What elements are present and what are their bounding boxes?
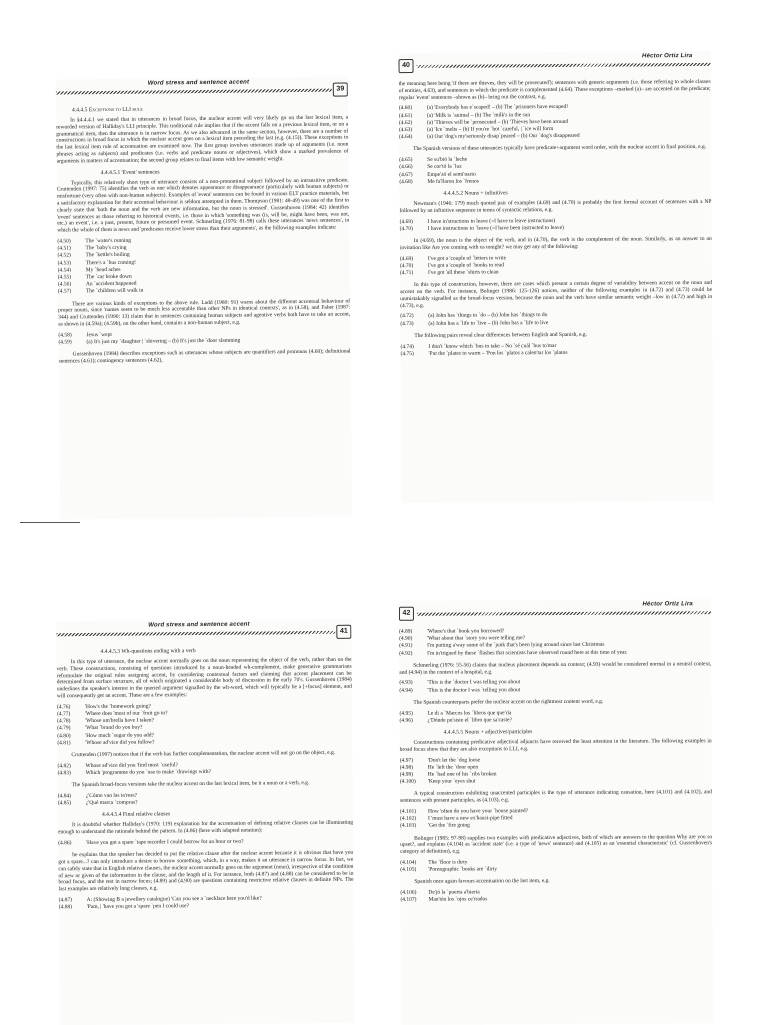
example-text: Man'tén los ˋojos ce'rrados <box>428 896 488 904</box>
page-42 <box>399 599 713 1025</box>
example-number: (4.75) <box>400 350 414 357</box>
example-item <box>59 902 354 912</box>
example-number: (4.64) <box>398 134 413 141</box>
header-rule <box>417 63 711 68</box>
example-text: I've got 'all these ˋshirts to clean <box>427 269 499 276</box>
example-text: (a) 'Thieves will be ˋprosecuted – (b) 'Thieves have been around <box>426 118 569 126</box>
page-header <box>398 51 710 75</box>
example-item <box>400 224 712 233</box>
paragraph: Spanish once again favours accentuation on the last item, e.g. <box>414 878 550 886</box>
example-number: (4.63) <box>398 126 413 134</box>
example-number: (4.59) <box>58 339 72 346</box>
example-list <box>59 895 354 912</box>
page-40 <box>398 51 713 503</box>
example-text: I'm in'trigued by these ˋflashes that scientists have observed round here at this time of year. <box>427 649 628 657</box>
example-number: (4.60) <box>398 105 413 112</box>
example-text: (a) It's just my ˋdaughter | ˋshivering – (b) It's just the ˋdoor slamming <box>86 337 241 346</box>
paragraph: The Spanish counterparts prefer the nuclear accent on the rightmost content word, e.g. <box>413 698 604 706</box>
example-list <box>400 311 712 328</box>
example-item <box>58 798 353 808</box>
example-item <box>58 768 353 778</box>
paragraph: Constructions containing predicative adjectival adjuncts have received the least attention in the literature. The following examples in broad focus show that they are also exceptions to LLI, e.g. <box>399 738 712 753</box>
example-number: (4.56) <box>57 281 72 288</box>
page-number: 39 <box>333 82 348 96</box>
crop-mark <box>20 522 80 523</box>
example-number: (4.95) <box>399 710 413 717</box>
example-number: (4.53) <box>57 259 71 267</box>
example-item <box>58 838 353 848</box>
example-item <box>399 686 711 695</box>
example-text: I've got a 'couple of ˋletters to write <box>427 254 507 262</box>
example-text: Empe'zó el semi'nario <box>427 171 476 178</box>
example-text: I don't ˋknow which ˋbus to take – No ˋsé cuál ˋbus to'mar <box>428 342 557 350</box>
example-text: 'Pam, | 'have you got a 'spare ˋpen I could use? <box>86 903 190 911</box>
example-item <box>400 896 712 905</box>
subsection-heading: 4.4.4.5.3 Wh-questions ending with a verb <box>100 648 196 655</box>
example-number: (4.54) <box>57 267 72 274</box>
example-text: There's a ˋbus coming! <box>85 259 136 266</box>
example-number: (4.105) <box>400 866 417 874</box>
header-rule <box>417 611 711 616</box>
example-text: The ˋbaby's crying <box>85 244 127 252</box>
paragraph: Schmerling (1976: 55-56) claims that nucleus placement depends on context; (4.93) would be considered normal in a neutral context, and (4.94) in the context of a hospital, e.g. <box>399 660 712 676</box>
header-rule <box>56 631 335 636</box>
paragraph: The Spanish broad-focus versions take the nuclear accent on the last lexical item, be it a noun or a verb, e.g. <box>71 780 310 789</box>
example-number: (4.77) <box>57 711 71 718</box>
example-number: (4.90) <box>399 635 413 643</box>
example-number: (4.68) <box>399 178 413 185</box>
example-item <box>400 822 712 831</box>
example-text: (a) John has a ˋlife to ˋlive – (b) John has a ˋlife to live <box>428 319 549 327</box>
example-list <box>400 807 712 830</box>
example-number: (4.103) <box>400 823 417 830</box>
example-text: 'Get the ˋfire going <box>428 822 470 830</box>
example-number: (4.88) <box>58 904 73 911</box>
header-rule <box>56 89 332 95</box>
paragraph: Bolinger (1985: 97-98) supplies two examples with predicative adjectives, both of which are answers to the question Why are you so upset?, and explains (4.104) as 'accident state' (i.e. a type of 'news' sentence) and (4.105) as an 'essential characteristic' (cf. Gussenhoven's category of definition), e.g. <box>400 833 713 856</box>
example-text: (a) 'Milk is ˋanimal – (b) The ˋmilk's in the sun <box>426 111 531 119</box>
paragraph: the meaning here being 'if there are thieves, they will be prosecuted'); sentences with generic arguments (i.e. those referring to whole classes of entities, 4.63), and sentences in which the predicate is complemented (4.64). These exceptions –marked (a)– are accented on the predicate; regular 'event' sentences –shown as (b)– bring out the contrast, e.g. <box>398 78 711 101</box>
example-text: The ˋfloor is dirty <box>428 859 468 866</box>
example-list <box>399 679 711 695</box>
example-item <box>400 716 712 725</box>
example-number: (4.69) <box>399 255 414 262</box>
example-text: I have instructions to ˋleave (=I have been instructed to leave) <box>427 224 564 232</box>
example-text: The ˋwater's running <box>85 237 132 245</box>
subsection-heading: 4.4.4.5.1 'Event' sentences <box>100 169 160 176</box>
example-item <box>57 738 352 748</box>
example-number: (4.78) <box>57 718 71 725</box>
example-number: (4.55) <box>57 274 72 281</box>
page-number: 40 <box>398 59 413 73</box>
example-list <box>399 709 711 725</box>
example-list <box>400 254 712 278</box>
example-list <box>400 217 712 234</box>
example-number: (4.102) <box>400 815 417 823</box>
paragraph: The following pairs reveal clear differences between English and Spanish, e.g. <box>414 331 588 339</box>
example-list <box>400 342 712 359</box>
example-text: An ˋaccident happened <box>85 280 137 288</box>
running-head: Héctor Ortiz Lira <box>642 601 693 608</box>
example-number: (4.85) <box>57 800 72 807</box>
paragraph: In §4.4.4.1 we stated that in utterances in broad focus, the nuclear accent will very likely go on the last lexical item, a reworded version of Halliday's LLI principle. This traditional rule implies that if the accent falls on a previous lexical item, or on a grammatical item, then the utterance is in narrow focus. As we also advanced in the same section, however, there are a number of constructions in broad focus in which the nuclear accent goes on a lexical item preceding the last (e.g. (4.15)). These exceptions to the last lexical item rule of accentuation are examined now. The first group involves utterances made up of arguments (i.e. noun phrases acting as subjects) and predicates (i.e. verbs and predicate nouns or adjectives), which show a marked prevalence of arguments in matters of accentuation; the second group relates to final items with low semantic weight. <box>56 114 349 165</box>
example-text: I have in'structions to leave (=I have to leave instructions) <box>427 217 556 225</box>
running-head: Héctor Ortiz Lira <box>642 53 693 60</box>
example-number: (4.92) <box>399 650 413 657</box>
example-number: (4.87) <box>58 897 72 904</box>
example-number: (4.71) <box>399 270 414 277</box>
subsection-heading: 4.4.4.5.5 Nouns + adjectives/participles <box>443 729 533 736</box>
example-text: De'jó la ˋpuerta a'bierta <box>428 889 480 896</box>
example-number: (4.101) <box>399 808 417 815</box>
paragraph: Gussenhoven (1984) describes exceptions such as utterances whose subjects are quantifiers and pronouns (4.60); definitional sentences (4.61); contingency sentences (4.62), <box>58 348 351 365</box>
example-number: (4.107) <box>400 897 417 904</box>
example-text: The ˋchildren will walk in <box>85 288 144 295</box>
page-header <box>56 619 351 644</box>
page-number: 41 <box>336 625 351 639</box>
running-head: Word stress and sentence accent <box>148 621 250 629</box>
example-text: Whose ad'vice did you 'find most ˋuseful? <box>85 762 178 769</box>
example-number: (4.70) <box>399 262 414 269</box>
example-list <box>57 235 350 296</box>
example-text: (a) 'Ice ˋmelts – (b) If you're ˋhot ˋcareful, | ˋice will form <box>426 126 554 133</box>
example-number: (4.97) <box>399 757 414 764</box>
example-list <box>399 627 711 657</box>
example-text: 'Where does 'most of our ˋfruit go to? <box>85 710 168 718</box>
paragraph: In this type of utterance, the nuclear accent normally goes on the noun representing the object of the verb, rather than on the verb. These constructions, consisting of questions introduced by a noun-headed wh-complement, make generative grammarians reformulate the original rules assigning accent, by considering contextual factors and claiming that accent placement can be determined from surface structure, all of which originated a considerable body of discussion in the early 70's. Gussenhoven (1984) underlines the speaker's interest in the queried argument signalled by the wh-word, which will typically be a [+focus] element, and will consequently get an accent. These are a few examples: <box>56 656 352 700</box>
example-number: (4.72) <box>400 313 414 320</box>
subsection-heading: 4.4.4.5.2 Nouns + infinitives <box>443 190 508 197</box>
paragraph: Cruttenden (1997) notices that if the verb has further complementation, the nuclear accent will not go on the object, e.g. <box>71 749 336 759</box>
example-list <box>58 329 350 346</box>
example-number: (4.98) <box>399 764 414 771</box>
example-number: (4.66) <box>399 164 413 171</box>
example-text: 'Put the ˋplates to warm – 'Pon los ˋplatos a calen'tar los ˋplatos <box>428 349 568 357</box>
example-number: (4.51) <box>57 245 71 252</box>
example-number: (4.80) <box>57 732 71 739</box>
example-text: The ˋcar broke down <box>85 273 132 281</box>
example-text: A: (Showing B a jewellery catalogue) 'Can you see a ˋnecklace here you'd like? <box>86 895 262 904</box>
example-text: 'Have you got a spare ˋtape recorder I could borrow for an hour or two? <box>86 838 244 847</box>
example-text: 'Where's that ˋbook you borrowed? <box>427 628 505 635</box>
example-text: ¿'Dónde pu'siste el ˋlibro que sa'caste? <box>427 717 512 724</box>
example-text: 'Pornographic ˋbooks are ˋdirty <box>428 866 497 873</box>
example-item <box>400 865 712 874</box>
example-text: Jesus ˋwept <box>86 331 112 338</box>
example-number: (4.62) <box>398 119 413 126</box>
example-number: (4.74) <box>400 343 414 350</box>
example-text: 'This is the doctor I was ˋtelling you about <box>427 686 521 694</box>
example-number: (4.99) <box>399 771 414 778</box>
example-list <box>400 888 712 904</box>
example-list <box>58 791 353 808</box>
example-text: Se cor'tó la ˋluz <box>427 164 462 171</box>
example-item <box>399 649 711 658</box>
example-text: 'How much ˋsugar do you add? <box>85 732 154 739</box>
example-number: (4.96) <box>399 717 413 724</box>
example-text: 'Whose ad'vice did you follow? <box>85 739 155 746</box>
example-number: (4.50) <box>57 238 71 245</box>
example-number: (4.76) <box>56 703 71 711</box>
example-number: (4.104) <box>400 859 417 866</box>
example-text: 'How's the ˋhomework going? <box>84 703 151 710</box>
example-number: (4.91) <box>399 643 413 650</box>
running-head: Word stress and sentence accent <box>147 79 250 87</box>
page-number: 42 <box>399 607 414 621</box>
example-item <box>399 177 711 186</box>
example-text: He ˋleft the ˋdoor open <box>427 764 479 771</box>
example-item <box>401 349 713 358</box>
section-heading: 4.4.4.5 Exceptions to LLI rule <box>71 106 143 114</box>
example-text: (a) John has ˋthings to ˋdo – (b) John has ˋthings to do <box>428 312 548 320</box>
example-number: (4.93) <box>399 680 413 687</box>
example-text: ¿'Qué marca ˋcompras? <box>85 799 138 807</box>
example-number: (4.83) <box>57 770 71 777</box>
example-item <box>400 268 712 277</box>
example-number: (4.94) <box>399 687 413 694</box>
example-number: (4.52) <box>57 252 71 259</box>
example-number: (4.57) <box>57 288 72 295</box>
paragraph: In (4.69), the noun is the object of the verb, and in (4.70), the verb is the complement of the noun. Similarly, as an answer to an invitation like Are you coming with us tonight? we may get any of the following: <box>399 235 712 251</box>
example-text: ¿'Cómo van las ta'reas? <box>85 792 138 800</box>
paragraph: Newman's (1946: 179) much quoted pair of examples (4.69) and (4.70) is probably the first formal account of sentences with a NP followed by an infinitive sequence in terms of syntactic relations, e.g. <box>399 198 712 214</box>
page-header <box>56 76 348 101</box>
example-text: 'Keep your ˋeyes shut <box>427 778 476 785</box>
example-list <box>399 103 711 141</box>
subsection-heading: 4.4.4.5.4 Final relative clauses <box>101 811 171 819</box>
example-number: (4.69) <box>399 218 413 225</box>
example-number: (4.61) <box>398 112 413 119</box>
example-number: (4.81) <box>57 739 71 747</box>
example-text: (a) 'Everybody has eˋscaped! – (b) The ˋprisoners have escaped! <box>426 104 569 112</box>
example-text: (a) Our 'dog's my'seriously disapˋpeared – (b) Our ˋdog's disappeared <box>426 133 580 141</box>
paragraph: A typical construction exhibiting unaccented participles is the type of utterance indicating causation, here (4.101) and (4.102), and sentences with present participles, as (4.103), e.g. <box>399 789 712 805</box>
example-number: (4.106) <box>400 889 417 897</box>
example-text: Le di a ˋMarcos los ˋlibros que que'ría <box>427 709 512 717</box>
example-text: 'Whose um'brella have I taken? <box>85 717 155 725</box>
example-list <box>58 838 353 848</box>
example-text: I've got a 'couple of ˋbooks to read <box>427 262 504 269</box>
example-number: (4.84) <box>57 793 72 800</box>
example-number: (4.73) <box>400 320 414 327</box>
example-item <box>400 777 712 786</box>
example-text: 'Don't let the ˋdog loose <box>427 757 481 764</box>
example-number: (4.100) <box>399 778 416 786</box>
example-text: He ˋhad one of his ˋribs broken <box>427 771 497 778</box>
example-text: Se su'bió la ˋleche <box>427 156 468 164</box>
example-text: Me fa'llaron los ˋfrenos <box>427 178 479 185</box>
example-list <box>400 858 712 874</box>
paragraph: In this type of construction, however, there are cases which present a certain degree of variability between accent on the noun and accent on the verb. For instance, Bolinger (1986: 125-126) notices, neither of the following examples in (4.72) and (4.73) could be unmistakably signalled as the broad-focus version, because the noun and the verb have similar semantic weight –low in (4.72) and high in (4.73), e.g. <box>400 280 713 309</box>
example-number: (4.79) <box>57 725 71 732</box>
example-text: 'What about that ˋstory you were telling me? <box>427 635 526 642</box>
example-text: I 'must have a new ex'haust-pipe fitted <box>428 815 513 822</box>
example-text: 'What ˋbrand do you buy? <box>85 724 143 732</box>
example-text: I'm putting a'way some of the ˋjunk that's been lying around since last Christmas <box>427 642 605 650</box>
page-41 <box>56 619 355 1025</box>
example-number: (4.70) <box>399 225 413 232</box>
example-text: The ˋkettle's boiling <box>85 252 130 259</box>
paragraph: There are various kinds of exceptions to the above rule. Ladd (1980: 91) warns about the different accentual behaviour of proper nouns, since 'names seem to be much less accentable than other NPs in identical contexts', as in (4.58), and Faber (1987: 344) and Cruttenden (1990: 13) claim that in sentences containing human subjects and agentive verbs both have to take an accent, as shown in (4.59a); (4.59b), on the other hand, contains a non-human subject, e.g. <box>58 298 351 328</box>
example-item <box>399 132 711 141</box>
example-list <box>400 756 712 786</box>
paragraph: he explains that the speaker has decided to put the relative clause after the nuclear accent because it is obvious that have you got a spare...? can only introduce a desire to borrow something, which, in a way, makes it an utterance in narrow focus. In fact, we can safely state that in English relative clauses, the nuclear accent normally goes on the argument (noun), irrespective of the condition of new or given of the information in the clause, and the length of it. For instance, both (4.87) and (4.88) can be considered to be in broad focus, and the rest in narrow focus; (4.89) and (4.90) are questions containing restrictive relative clauses in definite NPs. The last examples are relatively long clauses, e.g. <box>58 849 354 893</box>
paragraph: Typically, this relatively short type of utterance consists of a non-pronominal subject followed by an intransitive predicate. Cruttenden (1997: 75) identifies the verb as one which denotes appearance or disappearance (particularly with human subjects) or misfortune (very often with non-human subjects). Examples of 'event' sentences can be found in various ELT practice materials, but a satisfactory explanation for their accentual behaviour is seldom attempted in them. Thompson (1981: 48-49) was one of the first to clearly state that 'both the noun and the verb are new information, but the noun is stressed'. Gussenhoven (1984: 42) identifies 'event' sentences as those referring to historical events, i.e. those in which 'something was (is, will be, might have been, was not, etc.) an event', i.e. a past, present, future or presumed event. Schmerling (1976: 81-98) calls these utterances 'news sentences', in which the whole of them is news and 'predicates receive lower stress than their arguments', as the following examples indicate: <box>56 177 350 234</box>
example-text: Which 'programme do you ˋuse to make ˋdrawings with? <box>85 768 211 777</box>
example-number: (4.65) <box>399 157 413 164</box>
example-list <box>57 761 352 778</box>
page-39 <box>56 76 353 519</box>
example-number: (4.58) <box>58 332 72 339</box>
example-text: How 'often do you have your ˋhouse painted? <box>427 808 529 815</box>
example-number: (4.82) <box>57 762 71 770</box>
example-number: (4.89) <box>399 628 413 635</box>
example-list <box>57 701 352 747</box>
paragraph: It is doubtful whether Halliday's (1970: 119) explanation for the accentuation of defining relative clauses can be illuminating enough to understand the rationale behind the pattern. In (4.86) (here with adapted notation): <box>58 820 354 836</box>
page-header <box>399 599 711 623</box>
paragraph: The Spanish versions of these utterances typically have predicate+argument word order, with the nuclear accent in final position, e.g. <box>413 144 707 153</box>
example-item <box>400 319 712 328</box>
example-text: 'This is the ˋdoctor I was telling you about <box>427 679 521 687</box>
example-text: My ˋhead aches <box>85 266 121 274</box>
example-number: (4.67) <box>399 171 413 178</box>
example-number: (4.86) <box>58 840 72 847</box>
example-list <box>399 155 711 186</box>
